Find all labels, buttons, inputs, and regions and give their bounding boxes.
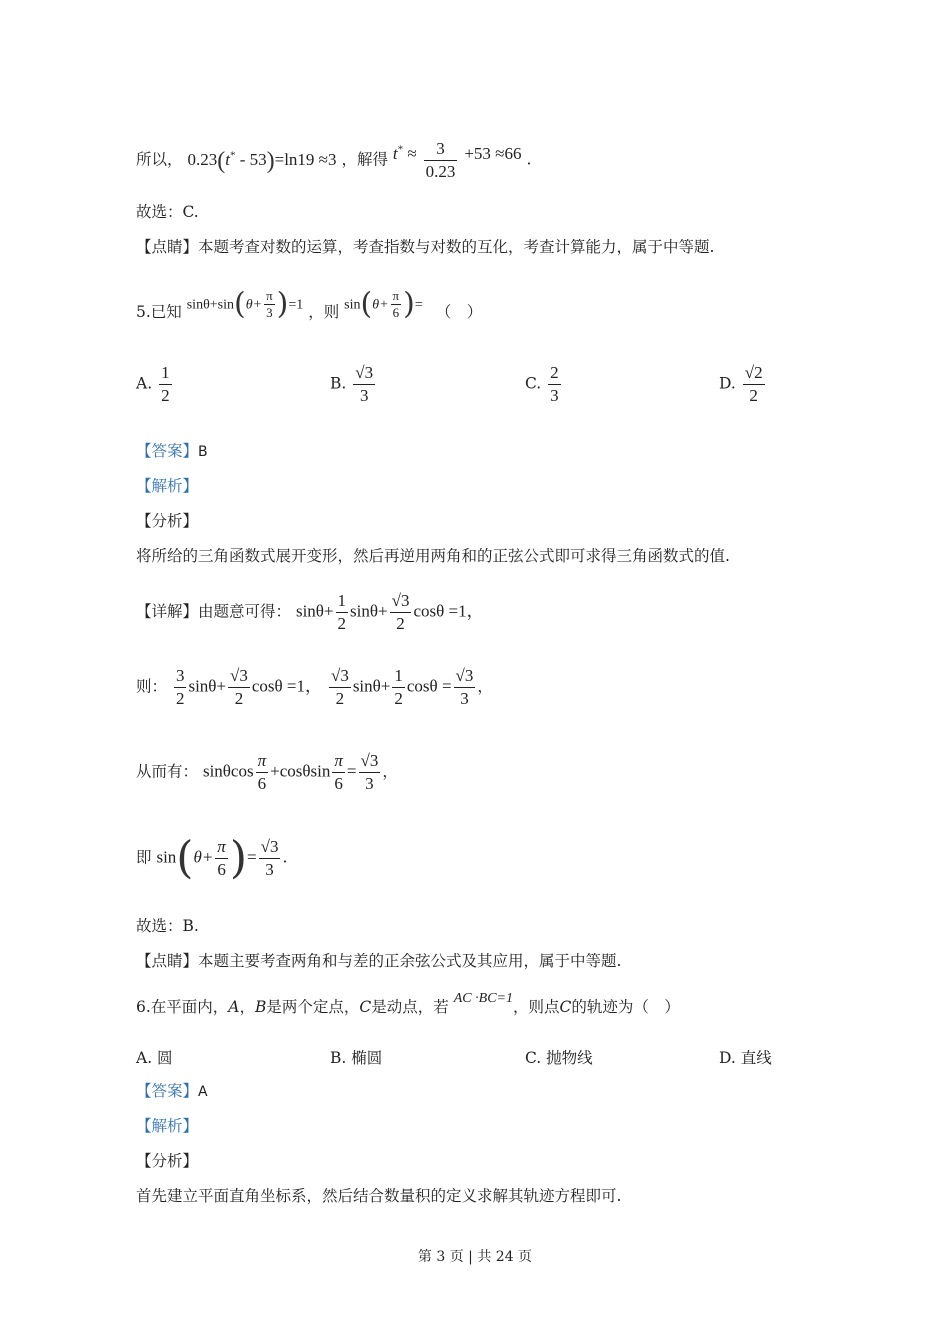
option-b[interactable]: B. $\frac{√3}{3}$ <box>330 363 374 405</box>
option-6a[interactable]: A. 圆 <box>136 1049 173 1067</box>
fraction: $\frac{1}{2}$ <box>394 666 403 708</box>
fenxi-text: 将所给的三角函数式展开变形，然后再逆用两角和的正弦公式即可求得三角函数式的值. <box>136 547 730 565</box>
dianjing-note-2: 【点睛】本题主要考查两角和与差的正余弦公式及其应用，属于中等题. <box>136 952 622 970</box>
jiexi-label-6: 【解析】 <box>136 1117 199 1135</box>
solution-line-1: 所以， 0.23(t* - 53)=ln19 ≈3 ，解得 t* ≈ $\frac{3}{0.23}$ +53 ≈66 . <box>136 139 532 181</box>
cong-line: 从而有： sinθcos $\frac{\pi}{6}$ +cosθsin $\frac{\pi}{6}$ = $\frac{√3}{3}$ ， <box>136 751 398 793</box>
fraction: $\frac{√3}{2}$ <box>230 666 248 708</box>
fraction: $\frac{√2}{2}$ <box>744 363 763 405</box>
fraction: $\frac{\pi}{3}$ <box>266 288 273 320</box>
fraction: $\frac{\pi}{6}$ <box>334 751 343 793</box>
ji-line: 即 sin(θ+ $\frac{\pi}{6}$ )= $\frac{√3}{3}$ . <box>136 832 288 884</box>
fraction: $\frac{1}{2}$ <box>161 363 170 405</box>
fraction: $\frac{2}{3}$ <box>550 363 559 405</box>
jiexi-label: 【解析】 <box>136 477 199 495</box>
math-expression: 0.23(t* - 53)=ln19 ≈3 <box>187 147 337 174</box>
fraction: $\frac{√3}{3}$ <box>355 363 374 405</box>
fraction: $\frac{\pi}{6}$ <box>217 837 226 879</box>
then-line: 则： $\frac{3}{2}$ sinθ+ $\frac{√3}{2}$ cosθ =1， $\frac{√3}{2}$ sinθ+ $\frac{1}{2}$ cosθ = $\frac{√3}{3}$ ， <box>136 666 493 708</box>
dianjing-note: 【点睛】本题考查对数的运算，考查指数与对数的互化，考查计算能力，属于中等题. <box>136 238 715 256</box>
option-d[interactable]: D. $\frac{√2}{2}$ <box>719 363 763 405</box>
fraction: $\frac{√3}{3}$ <box>260 837 279 879</box>
option-6b[interactable]: B. 椭圆 <box>330 1049 383 1067</box>
option-6d[interactable]: D. 直线 <box>719 1049 772 1067</box>
math-expression: t* ≈ <box>392 142 417 163</box>
answer-5: 【答案】B <box>136 442 208 460</box>
fraction: $\frac{√3}{2}$ <box>391 591 410 633</box>
answer-6: 【答案】A <box>136 1082 208 1100</box>
answer-note: 故选：C. <box>136 203 199 221</box>
page-footer: 第 3 页 | 共 24 页 <box>417 1249 533 1265</box>
fraction: $\frac{\pi}{6}$ <box>392 288 400 320</box>
question-5: 5.已知 sinθ+sin(θ+ $\frac{\pi}{3}$ )=1 ，则 sin(θ+ $\frac{\pi}{6}$ )= （ ） <box>136 286 483 322</box>
option-6c[interactable]: C. 抛物线 <box>525 1049 593 1067</box>
fenxi-text-6: 首先建立平面直角坐标系，然后结合数量积的定义求解其轨迹方程即可. <box>136 1187 622 1205</box>
fenxi-label-6: 【分析】 <box>136 1152 199 1170</box>
vector-expression: AC ·BC=1 <box>453 991 513 1006</box>
fraction: $\frac{√3}{3}$ <box>455 666 474 708</box>
fraction: $\frac{3}{2}$ <box>175 666 185 708</box>
option-c[interactable]: C. $\frac{2}{3}$ <box>525 363 559 405</box>
fraction: $\frac{3}{0.23}$ <box>425 139 456 181</box>
detail-line: 【详解】由题意可得： sinθ+ $\frac{1}{2}$ sinθ+ $\frac{√3}{2}$ cosθ =1， <box>136 591 484 633</box>
answer-note-2: 故选：B. <box>136 917 199 935</box>
fenxi-label: 【分析】 <box>136 512 199 530</box>
fraction: $\frac{\pi}{6}$ <box>257 751 267 793</box>
question-6: 6.在平面内，A，B是两个定点，C是动点，若 AC ·BC=1，则点C的轨迹为（ ） <box>136 991 680 1016</box>
option-a[interactable]: A. $\frac{1}{2}$ <box>136 363 170 405</box>
fraction: $\frac{√3}{3}$ <box>360 751 379 793</box>
fraction: $\frac{1}{2}$ <box>337 591 347 633</box>
fraction: $\frac{√3}{2}$ <box>330 666 349 708</box>
